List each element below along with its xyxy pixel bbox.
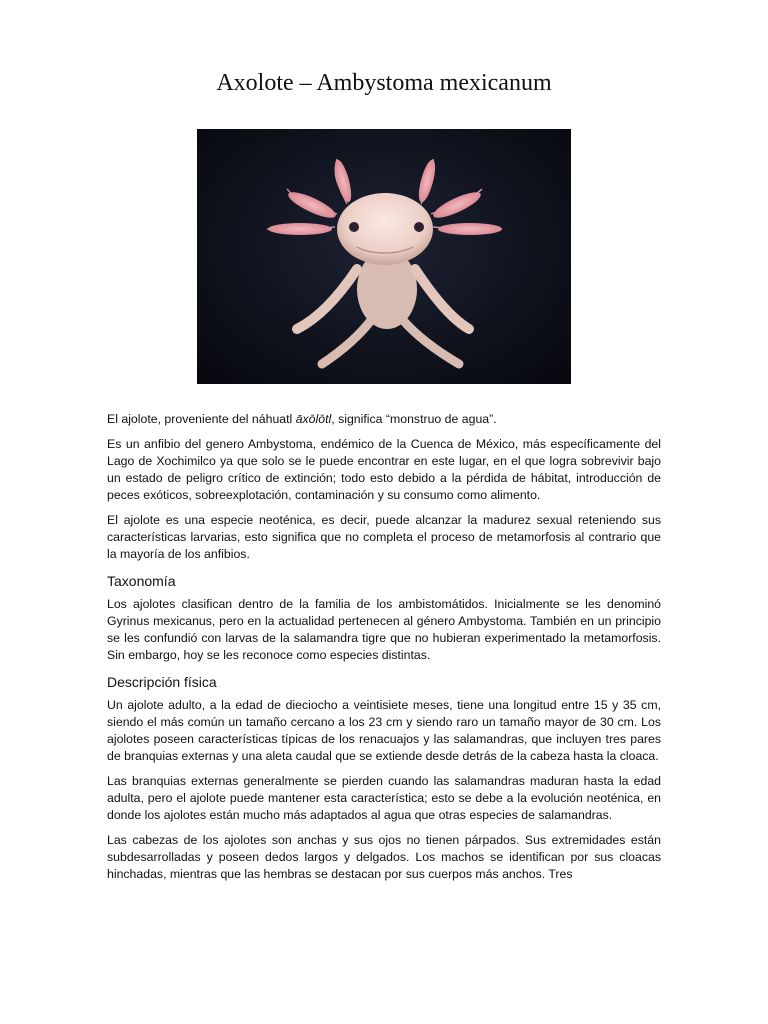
intro-nahuatl-word: āxōlōtl (295, 412, 332, 426)
axolotl-illustration (197, 129, 571, 384)
paragraph: Un ajolote adulto, a la edad de dieciocho a veintisiete meses, tiene una longitud entre 15 y 35 cm, siendo el más común un tamaño cercano a los 23 cm y siendo raro un tamaño mayor de 30 cm. Los ajolotes poseen características típicas de los renacuajos y las salamandras, que incluyen tres pares de branquias externas y una aleta caudal que se extiende desde detrás de la cabeza hasta la cloaca. (107, 698, 661, 763)
intro-text-after: , significa “monstruo de agua”. (331, 412, 497, 426)
document-title: Axolote – Ambystoma mexicanum (216, 70, 552, 96)
paragraph: Las cabezas de los ajolotes son anchas y sus ojos no tienen párpados. Sus extremidades están subdesarrolladas y poseen dedos largos y delgados. Los machos se identifican por sus cloacas hinchadas, mientras que las hembras se destacan por sus cuerpos más anchos. Tres (107, 833, 661, 881)
paragraph: Es un anfibio del genero Ambystoma, endémico de la Cuenca de México, más específicamente del Lago de Xochimilco ya que solo se le puede encontrar en este lugar, en el que logra sobrevivir bajo un estado de peligro crítico de extinción; todo esto debido a la pérdida de hábitat, introducción de peces exóticos, sobreexplotación, contaminación y su consumo como alimento. (107, 437, 661, 502)
paragraph: El ajolote es una especie neoténica, es decir, puede alcanzar la madurez sexual reteniendo sus características larvarias, esto significa que no completa el proceso de metamorfosis al contrario que la mayoría de los anfibios. (107, 513, 661, 561)
intro-text-before: El ajolote, proveniente del náhuatl (107, 412, 296, 426)
section-heading-taxonomia: Taxonomía (107, 573, 176, 589)
axolotl-photo (197, 129, 571, 384)
paragraph: Las branquias externas generalmente se pierden cuando las salamandras maduran hasta la edad adulta, pero el ajolote puede mantener esta característica; esto se debe a la evolución neoténica, en donde los ajolotes están mucho más adaptados al agua que otras especies de salamandras. (107, 774, 661, 822)
paragraph: Los ajolotes clasifican dentro de la familia de los ambistomátidos. Inicialmente se les denominó Gyrinus mexicanus, pero en la actualidad pertenecen al género Ambystoma. También en un principio se les confundió con larvas de la salamandra tigre que no hubieran experimentado la metamorfosis. Sin embargo, hoy se les reconoce como especies distintas. (107, 597, 661, 662)
section-heading-descripcion: Descripción física (107, 674, 217, 690)
document-body (107, 411, 661, 891)
intro-paragraph (107, 411, 661, 428)
